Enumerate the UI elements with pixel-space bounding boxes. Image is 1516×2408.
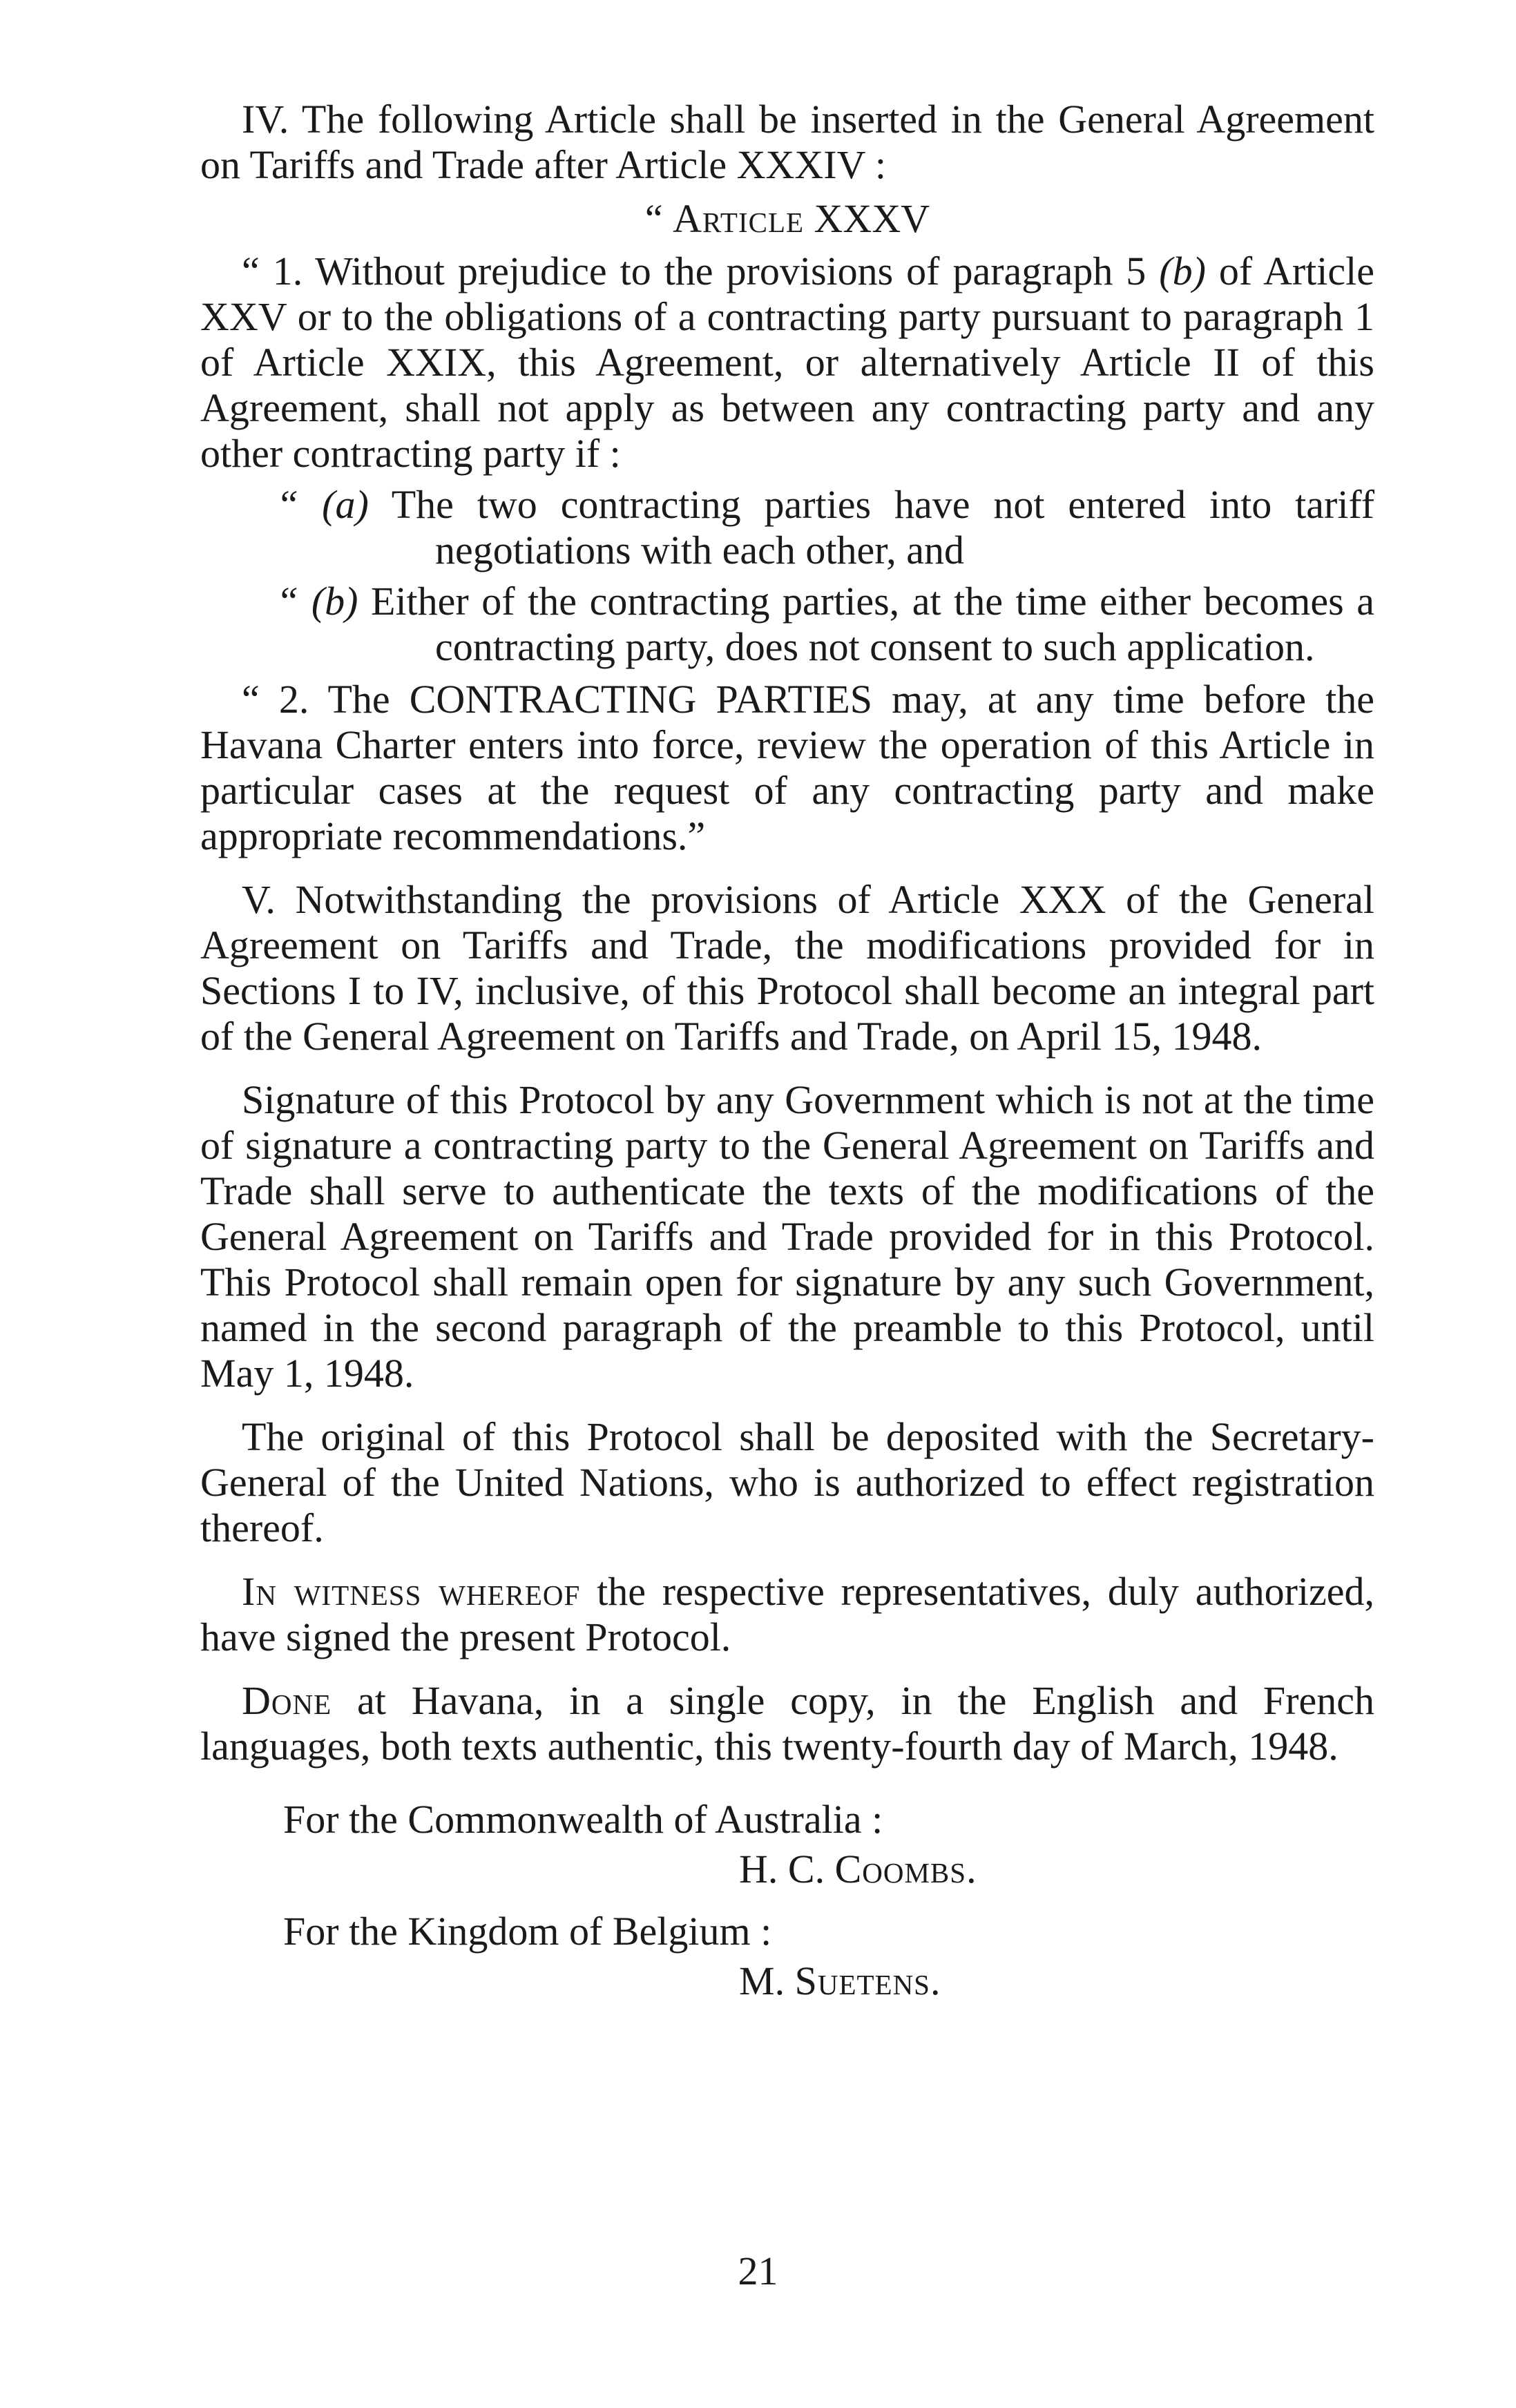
subparagraph-b — [200, 579, 1374, 670]
article-paragraph-1 — [200, 249, 1374, 476]
signatory-for-belgium: For the Kingdom of Belgium : — [283, 1909, 772, 1954]
subparagraph-a-mark: “ (a) — [276, 482, 369, 527]
article-heading — [200, 196, 1374, 242]
subparagraph-a-text: The two contracting parties have not entered into tariff negotiations with each other, and — [391, 482, 1375, 572]
signatory-name-australia — [200, 1847, 1374, 1892]
subparagraph-b-text: Either of the contracting parties, at the time either becomes a contracting party, does not consent to such application. — [371, 579, 1374, 669]
article-paragraph-2: “ 2. The CONTRACTING PARTIES may, at any time before the Havana Charter enters into force, review the operation of this Article in particular cases at the request of any contracting party and make appropriate recommendations.” — [200, 677, 1374, 858]
article-paragraph-1-start: “ 1. Without prejudice to the provisions of paragraph 5 — [242, 249, 1160, 293]
witness-lead: In witness whereof — [242, 1569, 581, 1614]
page-number: 21 — [738, 2248, 778, 2293]
signatory-surname: Suetens. — [794, 1958, 941, 2003]
article-heading-quote: “ — [644, 196, 663, 241]
article-paragraph-1-ref: (b) — [1159, 249, 1206, 293]
document-page — [200, 97, 1374, 2004]
section-iv: IV. The following Article shall be inserted in the General Agreement on Tariffs and Trade after Article XXXIV : — [200, 97, 1374, 187]
subparagraph-a — [200, 482, 1374, 573]
original-paragraph: The original of this Protocol shall be deposited with the Secretary-General of the United Nations, who is authorized to effect registration thereof. — [200, 1414, 1374, 1550]
subparagraph-b-mark: “ (b) — [276, 579, 358, 624]
article-heading-number: XXXV — [814, 196, 930, 241]
signatory-initials: M. — [739, 1958, 795, 2003]
article-heading-word: Article — [673, 196, 805, 241]
done-text: at Havana, in a single copy, in the English and French languages, both texts authentic, this twenty-fourth day of March, 1948. — [200, 1678, 1374, 1769]
witness-text: the respective representatives, duly authorized, have signed the present Protocol. — [200, 1569, 1375, 1659]
done-paragraph — [200, 1678, 1374, 1769]
done-lead: Done — [242, 1678, 332, 1723]
signatory-surname: Coombs. — [834, 1847, 977, 1891]
witness-paragraph — [200, 1569, 1374, 1660]
signatory-for-australia: For the Commonwealth of Australia : — [283, 1797, 883, 1842]
signatory-name-belgium — [200, 1958, 1374, 2004]
article-paragraph-1-end: of Article XXV or to the obligations of a contracting party pursuant to paragraph 1 of Article XXIX, this Agreement, or alternatively Article II of this Agreement, shall not apply as between any contracting party and any other contracting party if : — [200, 249, 1374, 476]
signature-paragraph: Signature of this Protocol by any Government which is not at the time of signature a contracting party to the General Agreement on Tariffs and Trade shall serve to authenticate the texts of the modifications of the General Agreement on Tariffs and Trade provided for in this Protocol. This Protocol shall remain open for signature by any such Government, named in the second paragraph of the preamble to this Protocol, until May 1, 1948. — [200, 1077, 1374, 1396]
section-v: V. Notwithstanding the provisions of Article XXX of the General Agreement on Tariffs and Trade, the modifications provided for in Sections I to IV, inclusive, of this Protocol shall become an integral part of the General Agreement on Tariffs and Trade, on April 15, 1948. — [200, 877, 1374, 1059]
signatory-initials: H. C. — [739, 1847, 835, 1891]
